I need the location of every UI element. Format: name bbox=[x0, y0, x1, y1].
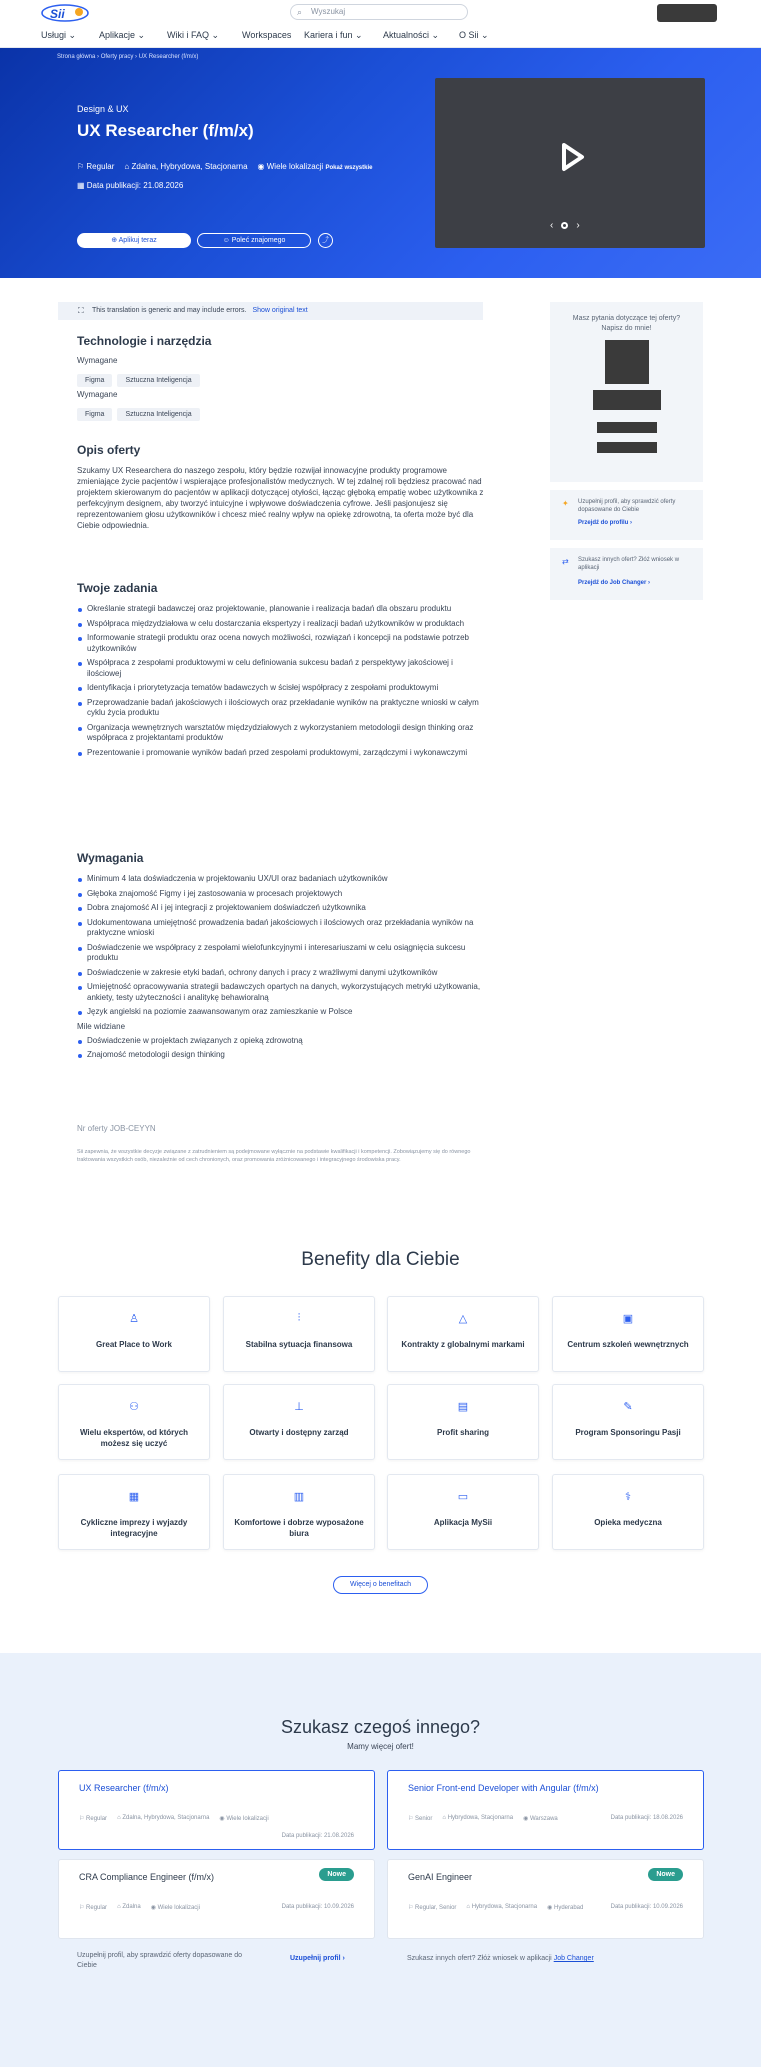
job-changer-link[interactable]: Przejdź do Job Changer › bbox=[578, 580, 651, 586]
more-benefits-button[interactable]: Więcej o benefitach bbox=[333, 1576, 428, 1594]
benefit-card bbox=[223, 1474, 375, 1550]
breadcrumb[interactable]: Strona główna › Oferty pracy › UX Researcher (f/m/x) bbox=[57, 54, 199, 60]
benefit-card bbox=[387, 1384, 539, 1460]
benefit-label: Centrum szkoleń wewnętrznych bbox=[567, 1340, 689, 1349]
nav-item-aplikacje[interactable]: Aplikacje ⌄ bbox=[99, 30, 146, 40]
job-card-date: Data publikacji: 10.09.2026 bbox=[281, 1904, 354, 1910]
list-item: Informowanie strategii produktu oraz ocena nowych możliwości, rozwiązań i koncepcji na podstawie potrzeb użytkowników bbox=[77, 633, 487, 654]
show-original-link[interactable]: Show original text bbox=[252, 307, 308, 314]
job-changer-link[interactable]: Job Changer bbox=[553, 1955, 594, 1962]
benefit-card bbox=[58, 1296, 210, 1372]
benefit-label: Profit sharing bbox=[436, 1428, 489, 1437]
list-item: Znajomość metodologii design thinking bbox=[77, 1050, 487, 1061]
benefits-title: Benefity dla Ciebie bbox=[301, 1249, 460, 1270]
benefit-card bbox=[552, 1474, 704, 1550]
offer-number: Nr oferty JOB-CEYYN bbox=[77, 1124, 156, 1133]
job-changer-prompt: Szukasz innych ofert? Złóż wniosek w aplikacji Job Changer bbox=[407, 1955, 594, 1962]
passion-icon: ✎ bbox=[623, 1401, 633, 1413]
profile-link[interactable]: Przejdź do profilu › bbox=[578, 520, 633, 526]
chevron-left-icon[interactable]: ‹ bbox=[550, 220, 554, 231]
app-icon: ▭ bbox=[457, 1491, 469, 1503]
translate-icon: ⛶ bbox=[78, 306, 84, 315]
tech-chip: Sztuczna Inteligencja bbox=[117, 374, 199, 387]
other-offers-tagline: Mamy więcej ofert! bbox=[347, 1742, 414, 1751]
tech-section: Technologie i narzędzia Wymagane Figma Sztuczna Inteligencja Wymagane Figma Sztuczna Inteligencja bbox=[77, 334, 487, 421]
list-item: Prezentowanie i promowanie wyników badań przed zespołami produktowymi, zarządczymi i wykonawczymi bbox=[77, 748, 487, 759]
lightbulb-icon: ✦ bbox=[562, 499, 569, 508]
new-badge: Nowe bbox=[648, 1868, 683, 1881]
carousel-dot[interactable] bbox=[561, 222, 568, 229]
nav-item-workspaces[interactable]: Workspaces bbox=[242, 30, 292, 40]
requirements-section bbox=[77, 851, 487, 1065]
job-locations: ◉ Wiele lokalizacji Pokaż wszystkie bbox=[257, 162, 373, 171]
benefit-label: Kontrakty z globalnymi markami bbox=[401, 1340, 525, 1349]
tasks-list bbox=[77, 604, 487, 758]
sii-logo[interactable] bbox=[41, 4, 89, 22]
svg-text:Sii: Sii bbox=[50, 7, 65, 21]
offer-section bbox=[77, 443, 487, 531]
benefit-label: Otwarty i dostępny zarząd bbox=[249, 1428, 349, 1437]
list-item: Udokumentowana umiejętność prowadzenia badań jakościowych i ilościowych oraz przekładania wyników na praktyczne wnioski bbox=[77, 918, 487, 939]
job-card-title[interactable]: GenAI Engineer bbox=[408, 1872, 473, 1882]
nice-to-have-list bbox=[77, 1036, 487, 1061]
recruiter-card bbox=[550, 302, 703, 482]
job-card[interactable]: GenAI Engineer Nowe ⚐ Regular, Senior ⌂ Hybrydowa, Stacjonarna ◉ Hyderabad Data publikacji: 10.09.2026 bbox=[387, 1859, 704, 1939]
avatar bbox=[605, 340, 649, 384]
job-changer-card: ⇄ Szukasz innych ofert? Złóż wniosek w aplikacji Przejdź do Job Changer › bbox=[550, 548, 703, 600]
share-icon[interactable]: ⤴ bbox=[318, 233, 333, 248]
benefit-label: Cykliczne imprezy i wyjazdy integracyjne bbox=[80, 1518, 188, 1538]
job-card-title[interactable]: CRA Compliance Engineer (f/m/x) bbox=[79, 1872, 215, 1882]
show-all-locations-link[interactable]: Pokaż wszystkie bbox=[325, 165, 373, 171]
list-item: Umiejętność opracowywania strategii badawczych opartych na danych, wykorzystujących metryki użytkowania, ankiety, testy użyteczności i analitykę behawioralną bbox=[77, 982, 487, 1003]
play-icon[interactable] bbox=[559, 142, 585, 172]
list-item: Organizacja wewnętrznych warsztatów międzydziałowych z wykorzystaniem metodologii design thinking oraz współpraca z projektantami produktów bbox=[77, 723, 487, 744]
job-card-date: Data publikacji: 21.08.2026 bbox=[281, 1833, 354, 1839]
tech-chip: Sztuczna Inteligencja bbox=[117, 408, 199, 421]
calendar-icon: ▦ bbox=[128, 1491, 140, 1503]
video-player[interactable] bbox=[435, 78, 705, 248]
job-card-title[interactable]: Senior Front-end Developer with Angular (f/m/x) bbox=[408, 1783, 599, 1793]
job-hero bbox=[0, 48, 761, 278]
new-badge: Nowe bbox=[319, 1868, 354, 1881]
job-card-date: Data publikacji: 18.08.2026 bbox=[610, 1815, 683, 1821]
search-icon: ⌕ bbox=[297, 7, 303, 17]
job-meta bbox=[77, 162, 372, 171]
complete-profile-link[interactable]: Uzupełnij profil › bbox=[290, 1955, 345, 1962]
nav-item-wiki[interactable]: Wiki i FAQ ⌄ bbox=[167, 30, 220, 40]
benefit-label: Aplikacja MySii bbox=[433, 1518, 493, 1527]
benefit-card bbox=[552, 1384, 704, 1460]
list-item: Doświadczenie w zakresie etyki badań, ochrony danych i pracy z wrażliwymi danymi użytkowników bbox=[77, 968, 487, 979]
money-icon: ▤ bbox=[457, 1401, 469, 1413]
work-mode: ⌂ Zdalna, Hybrydowa, Stacjonarna bbox=[124, 162, 248, 171]
benefit-card bbox=[58, 1474, 210, 1550]
contact-button[interactable] bbox=[597, 422, 657, 433]
other-offers-title: Szukasz czegoś innego? bbox=[280, 1717, 481, 1737]
stethoscope-icon: ⚕ bbox=[625, 1491, 631, 1503]
section-title: Twoje zadania bbox=[77, 581, 158, 595]
tech-chip: Figma bbox=[77, 374, 112, 387]
benefit-card bbox=[223, 1296, 375, 1372]
benefit-label: Great Place to Work bbox=[96, 1340, 172, 1349]
list-item: Przeprowadzanie badań jakościowych i ilościowych oraz przekładanie wyników na praktyczne wnioski w całym cyklu życia produktu bbox=[77, 698, 487, 719]
main-nav bbox=[41, 30, 489, 41]
list-item: Doświadczenie we współpracy z zespołami wielofunkcyjnymi i interesariuszami w celu osiągnięcia sukcesu produktu bbox=[77, 943, 487, 964]
search-placeholder: Wyszukaj bbox=[311, 7, 346, 16]
training-icon: ▣ bbox=[622, 1313, 634, 1325]
job-card[interactable]: CRA Compliance Engineer (f/m/x) Nowe ⚐ Regular ⌂ Zdalna ◉ Wiele lokalizacji Data publikacji: 10.09.2026 bbox=[58, 1859, 375, 1939]
office-icon: ▥ bbox=[293, 1491, 305, 1503]
job-card[interactable]: UX Researcher (f/m/x) ⚐ Regular ⌂ Zdalna, Hybrydowa, Stacjonarna ◉ Wiele lokalizacji Data publikacji: 21.08.2026 bbox=[58, 1770, 375, 1850]
list-item: Doświadczenie w projektach związanych z opieką zdrowotną bbox=[77, 1036, 487, 1047]
search-input[interactable] bbox=[290, 4, 468, 20]
swap-icon: ⇄ bbox=[562, 557, 569, 566]
other-offers-section bbox=[0, 1653, 761, 2067]
chevron-right-icon[interactable]: › bbox=[576, 220, 580, 231]
contract-type: ⚐ Regular bbox=[77, 162, 115, 171]
video-carousel-nav bbox=[550, 220, 580, 231]
tech-chip: Figma bbox=[77, 408, 112, 421]
job-card[interactable]: Senior Front-end Developer with Angular (f/m/x) ⚐ Senior ⌂ Hybrydowa, Stacjonarna ◉ Warszawa Data publikacji: 18.08.2026 bbox=[387, 1770, 704, 1850]
legal-notice: Sii zapewnia, że wszystkie decyzje związane z zatrudnieniem są podejmowane wyłącznie na podstawie kwalifikacji i kompetencji. Zobowiązujemy się do równego traktowania wszystkich osób, niezależnie od cech chronionych, oraz promowania zróżnicowanego i integracyjnego środowiska pracy. bbox=[77, 1149, 471, 1163]
list-item: Język angielski na poziomie zaawansowanym oraz zamieszkanie w Polsce bbox=[77, 1007, 487, 1018]
chart-icon: ⫶ bbox=[297, 1312, 301, 1324]
list-item: Minimum 4 lata doświadczenia w projektowaniu UX/UI oraz badaniach użytkowników bbox=[77, 874, 487, 885]
benefit-card bbox=[223, 1384, 375, 1460]
benefit-label: Wielu ekspertów, od których możesz się uczyć bbox=[79, 1428, 189, 1448]
contact-button[interactable] bbox=[597, 442, 657, 453]
section-title: Wymagania bbox=[77, 851, 144, 865]
people-icon: ⚇ bbox=[129, 1401, 139, 1413]
org-icon: ⊥ bbox=[294, 1401, 304, 1413]
recruiter-question: Masz pytania dotyczące tej oferty? Napisz do mnie! bbox=[572, 315, 681, 332]
publication-date: ▦ Data publikacji: 21.08.2026 bbox=[77, 181, 184, 190]
job-card-date: Data publikacji: 10.09.2026 bbox=[610, 1904, 683, 1910]
nav-item-kariera[interactable]: Kariera i fun ⌄ bbox=[304, 30, 363, 40]
benefit-card bbox=[552, 1296, 704, 1372]
list-item: Dobra znajomość AI i jej integracji z projektowaniem doświadczeń użytkownika bbox=[77, 903, 487, 914]
benefit-label: Komfortowe i dobrze wyposażone biura bbox=[234, 1518, 364, 1538]
nav-item-uslugi[interactable]: Usługi ⌄ bbox=[41, 30, 77, 40]
recruiter-name bbox=[593, 390, 661, 410]
offer-number-section bbox=[77, 1124, 487, 1164]
list-item: Określanie strategii badawczej oraz projektowanie, planowanie i realizacja badań dla obszaru produktu bbox=[77, 604, 487, 615]
top-bar bbox=[0, 0, 761, 48]
nav-item-o-sii[interactable]: O Sii ⌄ bbox=[459, 30, 489, 40]
trophy-icon: ♙ bbox=[129, 1313, 139, 1325]
benefit-label: Stabilna sytuacja finansowa bbox=[245, 1340, 353, 1349]
apply-button[interactable]: ⊕ Aplikuj teraz bbox=[77, 233, 191, 248]
benefit-card bbox=[58, 1384, 210, 1460]
pyramid-icon: △ bbox=[458, 1313, 468, 1325]
nice-to-have-label: Mile widziane bbox=[77, 1021, 126, 1031]
requirements-list bbox=[77, 874, 487, 1018]
benefit-label: Opieka medyczna bbox=[594, 1518, 662, 1527]
tasks-section bbox=[77, 581, 487, 762]
section-title: Opis oferty bbox=[77, 443, 141, 457]
list-item: Współpraca z zespołami produktowymi w celu definiowania sukcesu badań z perspektywy jakościowej i ilościowej bbox=[77, 658, 487, 679]
section-title: Technologie i narzędzia bbox=[77, 334, 212, 348]
translation-notice: ⛶ This translation is generic and may include errors. Show original text bbox=[58, 302, 483, 320]
job-category: Design & UX bbox=[77, 104, 129, 114]
benefit-card bbox=[387, 1474, 539, 1550]
job-card-title[interactable]: UX Researcher (f/m/x) bbox=[79, 1783, 169, 1793]
profile-card: ✦ Uzupełnij profil, aby sprawdzić oferty dopasowane do Ciebie Przejdź do profilu › bbox=[550, 490, 703, 540]
list-item: Głęboka znajomość Figmy i jej zastosowania w procesach projektowych bbox=[77, 889, 487, 900]
list-item: Współpraca międzydziałowa w celu dostarczania ekspertyzy i realizacji badań użytkowników w produktach bbox=[77, 619, 487, 630]
list-item: Identyfikacja i priorytetyzacja tematów badawczych w ścisłej współpracy z zespołami produktowymi bbox=[77, 683, 487, 694]
user-menu[interactable] bbox=[657, 4, 717, 22]
profile-prompt: Uzupełnij profil, aby sprawdzić oferty dopasowane do Ciebie bbox=[77, 1952, 242, 1969]
recommend-button[interactable]: ☺ Poleć znajomego bbox=[197, 233, 311, 248]
nav-item-aktualnosci[interactable]: Aktualności ⌄ bbox=[383, 30, 440, 40]
benefit-card bbox=[387, 1296, 539, 1372]
job-title: UX Researcher (f/m/x) bbox=[77, 121, 254, 140]
offer-description: Szukamy UX Researchera do naszego zespołu, który będzie rozwijał innowacyjne produkty programowe zmieniające życie pacjentów i wspierające profesjonalistów medycznych. W tej zdalnej roli będziesz pracować nad projektem skierowanym do pacjentów w aplikacji dotyczącej otyłości, łącząc głęboką empatię wobec użytkownika z perfekcyjnym designem, aby tworzyć intuicyjne i wpływowe doświadczenia cyfrowe. Jeśli pasjonujesz się reprezentowaniem głosu użytkowników i chcesz mieć realny wpływ na opiekę zdrowotną, ta oferta może być dla Ciebie odpowiednia. bbox=[77, 466, 484, 530]
benefit-label: Program Sponsoringu Pasji bbox=[575, 1428, 681, 1437]
